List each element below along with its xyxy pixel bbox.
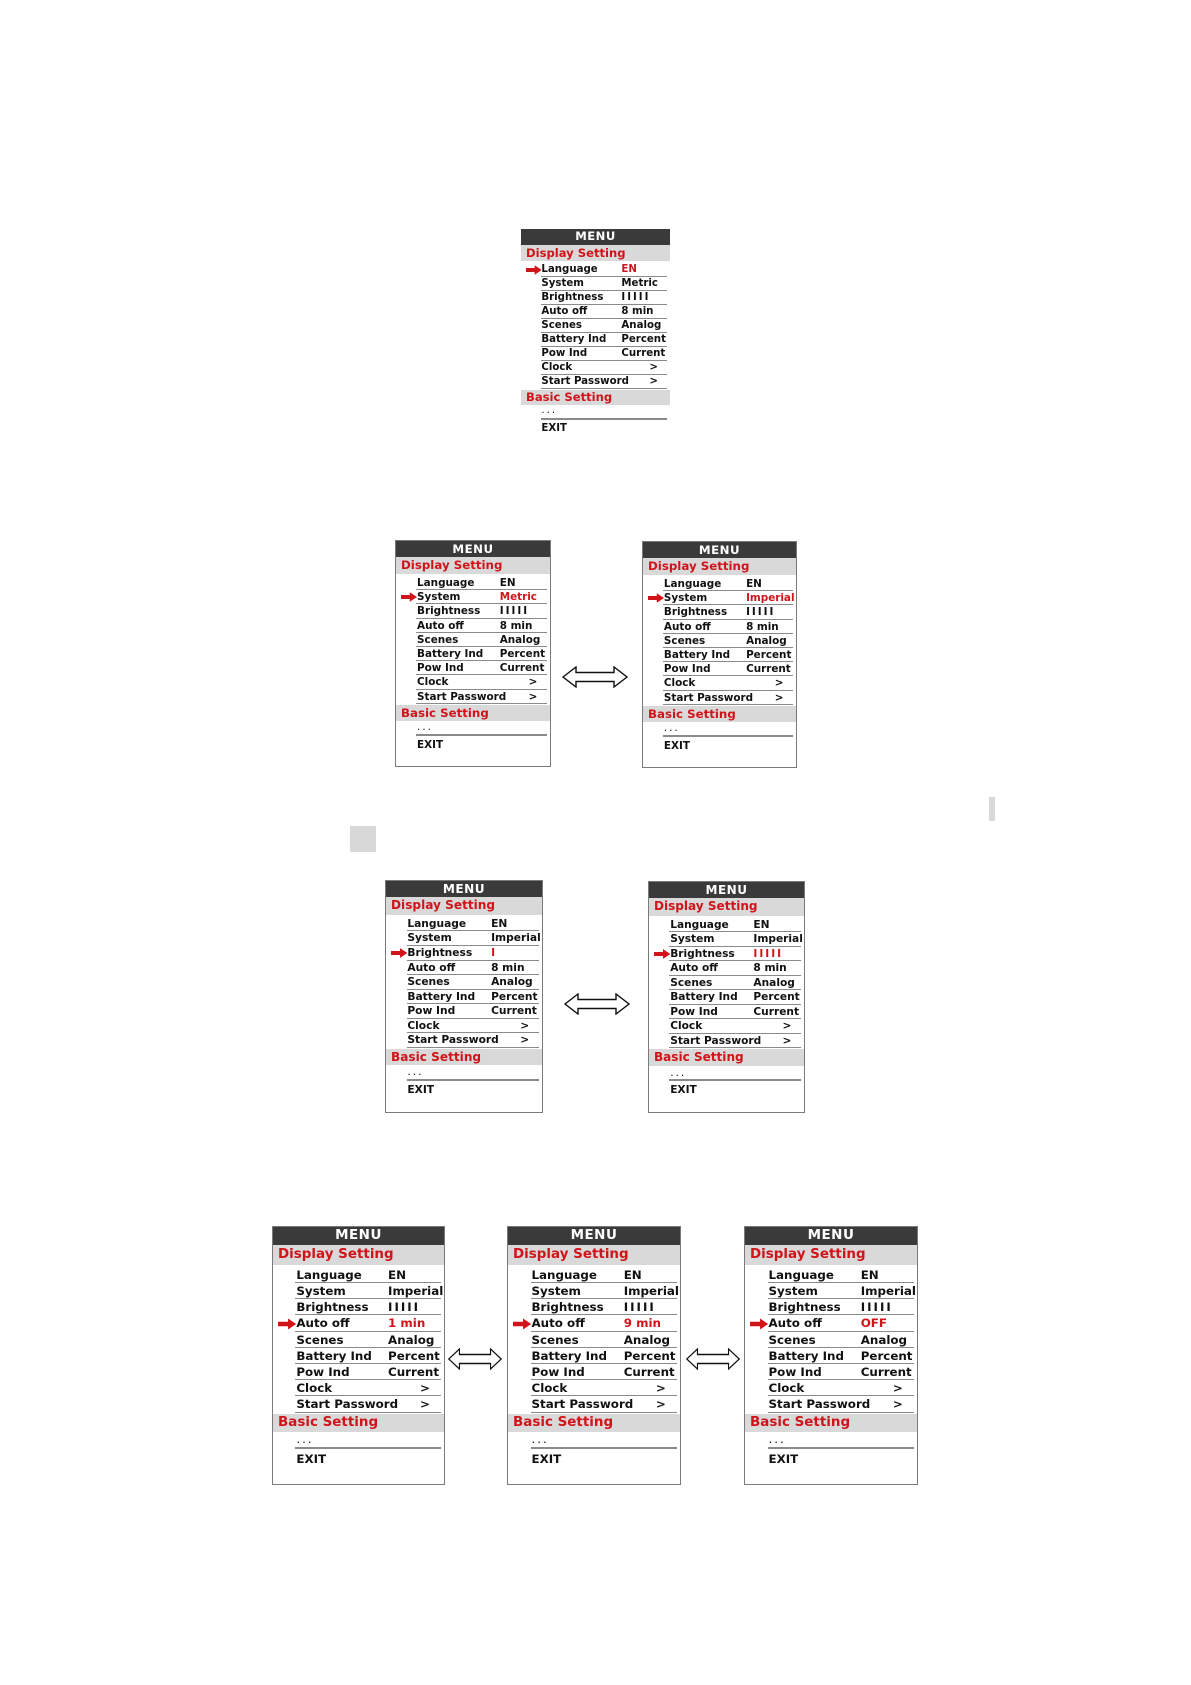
display-setting-header: Display Setting [508, 1245, 680, 1264]
menu-title: MENU [508, 1227, 680, 1245]
menu-item-system[interactable] [386, 931, 542, 946]
chevron-right-icon: > [649, 375, 658, 387]
menu-item-label: Clock [296, 1381, 333, 1396]
menu-item-label: System [541, 278, 584, 290]
menu-item-value: 8 min [621, 306, 654, 318]
menu-item-clock[interactable] [396, 675, 550, 689]
exit-item[interactable] [649, 1081, 804, 1099]
exit-item[interactable] [521, 420, 670, 438]
red-arrow-icon [401, 592, 417, 602]
menu-item-brightness[interactable] [649, 947, 804, 962]
menu-item-label: Auto off [407, 960, 456, 974]
display-setting-header: Display Setting [649, 898, 804, 915]
chevron-right-icon: > [892, 1381, 903, 1396]
more-label: ... [541, 405, 558, 417]
display-setting-header: Display Setting [643, 558, 796, 575]
menu-item-start-password[interactable] [396, 690, 550, 704]
menu-item-value: 8 min [746, 620, 779, 633]
menu-item-scenes[interactable] [643, 634, 796, 648]
display-setting-header: Display Setting [745, 1245, 917, 1264]
menu-item-label: Clock [663, 677, 696, 690]
exit-label: EXIT [407, 1082, 435, 1096]
menu-item-value: EN [623, 1267, 642, 1282]
red-arrow-icon [648, 593, 664, 603]
menu-item-label: Language [296, 1267, 362, 1282]
menu-item-brightness[interactable] [643, 605, 796, 619]
menu-item-value: Current [621, 347, 666, 359]
menu-item-value: 8 min [499, 619, 533, 632]
menu-item-label: Start Password [663, 691, 754, 704]
exit-item[interactable] [643, 737, 796, 755]
more-items[interactable] [643, 722, 796, 737]
menu-item-label: System [417, 591, 461, 604]
menu-item-label: Battery Ind [663, 648, 731, 661]
menu-item-value: Analog [753, 975, 795, 989]
menu-item-label: Clock [417, 676, 449, 689]
menu-item-label: Start Password [407, 1033, 499, 1047]
exit-label: EXIT [296, 1452, 327, 1467]
menu-item-label: Battery Ind [531, 1348, 607, 1363]
menu-item-start-password[interactable] [273, 1396, 444, 1412]
more-items[interactable] [386, 1065, 542, 1080]
menu-item-value: Analog [746, 634, 787, 647]
menu-item-language[interactable] [273, 1267, 444, 1283]
menu-item-label: Auto off [531, 1316, 585, 1331]
menu-item-scenes[interactable] [396, 633, 550, 647]
menu-item-label: Scenes [768, 1332, 816, 1347]
menu-item-value: IIIII [860, 1300, 893, 1315]
menu-item-value: Current [860, 1365, 912, 1380]
menu-item-label: Language [407, 916, 467, 930]
menu-item-label: Clock [407, 1018, 440, 1032]
menu-item-battery-ind[interactable] [745, 1348, 917, 1364]
basic-setting-header: Basic Setting [273, 1414, 444, 1432]
menu-item-language[interactable] [643, 577, 796, 591]
menu-item-label: Battery Ind [670, 990, 738, 1004]
menu-item-value: EN [621, 264, 637, 276]
menu-item-battery-ind[interactable] [643, 648, 796, 662]
menu-item-value: IIIII [746, 606, 776, 619]
menu-item-label: Brightness [417, 605, 481, 618]
chevron-right-icon: > [420, 1397, 430, 1412]
menu-item-brightness[interactable] [396, 604, 550, 618]
menu-item-label: Auto off [417, 619, 464, 632]
menu-item-value: Imperial [623, 1284, 679, 1299]
menu-item-start-password[interactable] [745, 1396, 917, 1412]
menu-item-language[interactable] [508, 1267, 680, 1283]
chevron-right-icon: > [420, 1381, 430, 1396]
menu-item-clock[interactable] [386, 1019, 542, 1034]
menu-item-pow-ind[interactable] [649, 1005, 804, 1020]
menu-item-start-password[interactable] [643, 691, 796, 705]
exit-item[interactable] [508, 1449, 680, 1470]
chevron-right-icon: > [520, 1033, 530, 1047]
menu-item-value: Current [623, 1365, 675, 1380]
menu-item-scenes[interactable] [508, 1332, 680, 1348]
double-arrow-icon [562, 666, 628, 688]
menu-item-value: Imperial [388, 1284, 444, 1299]
menu-item-battery-ind[interactable] [273, 1348, 444, 1364]
menu-item-auto-off[interactable] [643, 620, 796, 634]
menu-item-pow-ind[interactable] [643, 662, 796, 676]
screen-brightness-min [385, 880, 543, 1113]
menu-item-label: Scenes [296, 1332, 344, 1347]
screen-system-imperial [642, 541, 797, 768]
menu-item-pow-ind[interactable] [396, 661, 550, 675]
menu-title: MENU [521, 229, 670, 245]
red-arrow-icon [391, 948, 407, 958]
menu-item-clock[interactable] [508, 1380, 680, 1396]
menu-item-label: Start Password [670, 1033, 762, 1047]
menu-item-value: Analog [499, 633, 541, 646]
display-setting-header: Display Setting [386, 897, 542, 914]
more-label: ... [531, 1432, 549, 1446]
menu-item-language[interactable] [396, 576, 550, 590]
menu-item-label: System [296, 1284, 346, 1299]
menu-item-label: Battery Ind [768, 1348, 844, 1363]
red-arrow-icon [526, 265, 542, 275]
menu-item-label: Language [531, 1267, 597, 1282]
menu-item-system[interactable] [273, 1283, 444, 1299]
menu-item-label: Start Password [541, 375, 629, 387]
menu-item-label: Brightness [407, 946, 473, 960]
more-label: ... [417, 720, 433, 733]
more-items[interactable] [649, 1066, 804, 1081]
menu-item-value: Imperial [746, 592, 795, 605]
menu-item-value: Percent [753, 990, 800, 1004]
menu-item-auto-off[interactable] [649, 961, 804, 976]
menu-item-value: IIIII [623, 1300, 656, 1315]
menu-item-value: 8 min [753, 961, 787, 975]
menu-item-language[interactable] [649, 918, 804, 933]
menu-item-scenes[interactable] [745, 1332, 917, 1348]
menu-item-label: Battery Ind [541, 334, 607, 346]
menu-item-label: Auto off [670, 961, 718, 975]
more-label: ... [407, 1065, 424, 1079]
menu-item-label: Brightness [768, 1300, 841, 1315]
menu-item-auto-off[interactable] [521, 305, 670, 319]
menu-item-label: Scenes [417, 633, 459, 646]
menu-item-value: Percent [860, 1348, 913, 1363]
menu-item-pow-ind[interactable] [745, 1364, 917, 1380]
menu-item-label: Clock [768, 1381, 805, 1396]
basic-setting-header: Basic Setting [386, 1049, 542, 1065]
more-items[interactable] [273, 1432, 444, 1449]
exit-label: EXIT [670, 1082, 697, 1096]
menu-item-label: Clock [670, 1019, 703, 1033]
menu-item-scenes[interactable] [386, 975, 542, 990]
basic-setting-header: Basic Setting [649, 1049, 804, 1065]
menu-item-auto-off[interactable] [508, 1315, 680, 1331]
menu-item-label: Language [670, 917, 729, 931]
menu-item-value: Metric [621, 278, 658, 290]
menu-item-clock[interactable] [521, 361, 670, 375]
menu-item-value: Current [499, 662, 545, 675]
menu-item-label: Scenes [541, 320, 582, 332]
red-arrow-icon [654, 949, 670, 959]
double-arrow-icon [448, 1348, 502, 1370]
exit-label: EXIT [417, 738, 444, 751]
menu-item-battery-ind[interactable] [396, 647, 550, 661]
menu-item-label: System [663, 592, 708, 605]
basic-setting-header: Basic Setting [508, 1414, 680, 1432]
exit-label: EXIT [768, 1452, 799, 1467]
menu-item-label: Brightness [531, 1300, 604, 1315]
scan-mark [989, 797, 995, 821]
menu-item-label: Auto off [296, 1316, 350, 1331]
menu-item-start-password[interactable] [386, 1033, 542, 1048]
menu-item-value: IIIII [753, 946, 784, 960]
menu-item-start-password[interactable] [508, 1396, 680, 1412]
display-setting-header: Display Setting [273, 1245, 444, 1264]
more-label: ... [768, 1432, 786, 1446]
menu-item-label: System [531, 1284, 581, 1299]
chevron-right-icon: > [774, 691, 784, 704]
menu-item-label: Brightness [670, 946, 735, 960]
menu-item-battery-ind[interactable] [386, 990, 542, 1005]
menu-item-value: Percent [491, 989, 538, 1003]
menu-item-value: Analog [621, 320, 662, 332]
chevron-right-icon: > [649, 361, 658, 373]
menu-item-system[interactable] [745, 1283, 917, 1299]
menu-item-value: Imperial [491, 931, 541, 945]
screen-auto-off-1 [272, 1226, 445, 1485]
basic-setting-header: Basic Setting [396, 705, 550, 721]
chevron-right-icon: > [520, 1018, 530, 1032]
more-label: ... [296, 1432, 314, 1446]
menu-item-label: Scenes [663, 634, 706, 647]
menu-item-start-password[interactable] [521, 375, 670, 389]
menu-item-value: 8 min [491, 960, 525, 974]
menu-item-brightness[interactable] [745, 1299, 917, 1315]
menu-item-value: Analog [623, 1332, 671, 1347]
menu-item-label: Auto off [663, 620, 711, 633]
chevron-right-icon: > [774, 677, 784, 690]
menu-item-value: Current [753, 1004, 800, 1018]
menu-item-label: Start Password [296, 1397, 399, 1412]
menu-item-pow-ind[interactable] [508, 1364, 680, 1380]
chevron-right-icon: > [655, 1381, 666, 1396]
menu-item-system[interactable] [396, 590, 550, 604]
menu-item-value: Percent [623, 1348, 676, 1363]
more-items[interactable] [396, 721, 550, 736]
menu-item-label: Language [768, 1267, 834, 1282]
menu-item-clock[interactable] [273, 1380, 444, 1396]
menu-item-value: Percent [746, 648, 792, 661]
exit-item[interactable] [396, 736, 550, 754]
menu-item-label: Brightness [541, 292, 604, 304]
menu-item-label: Pow Ind [417, 662, 464, 675]
menu-item-label: Pow Ind [541, 347, 588, 359]
menu-item-value: Percent [499, 647, 546, 660]
menu-item-brightness[interactable] [386, 946, 542, 961]
exit-item[interactable] [386, 1081, 542, 1099]
menu-item-label: Start Password [531, 1397, 634, 1412]
exit-label: EXIT [531, 1452, 562, 1467]
exit-label: EXIT [541, 423, 567, 435]
more-items[interactable] [521, 405, 670, 420]
menu-item-label: Pow Ind [296, 1365, 350, 1380]
red-arrow-icon [513, 1318, 531, 1329]
menu-item-label: Battery Ind [296, 1348, 372, 1363]
menu-item-label: Scenes [531, 1332, 579, 1347]
menu-item-value: Analog [388, 1332, 435, 1347]
menu-item-language[interactable] [386, 917, 542, 932]
menu-item-value: IIIII [388, 1300, 421, 1315]
exit-item[interactable] [745, 1449, 917, 1470]
menu-item-pow-ind[interactable] [386, 1004, 542, 1019]
menu-item-language[interactable] [521, 263, 670, 277]
menu-item-pow-ind[interactable] [521, 347, 670, 361]
menu-item-auto-off[interactable] [745, 1315, 917, 1331]
menu-item-label: Pow Ind [663, 663, 711, 676]
menu-item-brightness[interactable] [273, 1299, 444, 1315]
menu-item-label: Clock [531, 1381, 568, 1396]
screen-auto-off-off [744, 1226, 918, 1485]
menu-title: MENU [396, 541, 550, 557]
screen-brightness-max [648, 881, 805, 1113]
double-arrow-icon [564, 993, 630, 1015]
menu-item-value: Percent [388, 1348, 440, 1363]
double-arrow-icon [686, 1348, 740, 1370]
more-items[interactable] [745, 1432, 917, 1449]
scan-mark [350, 826, 376, 852]
menu-item-value: IIIII [499, 605, 530, 618]
menu-item-battery-ind[interactable] [508, 1348, 680, 1364]
menu-item-scenes[interactable] [273, 1332, 444, 1348]
menu-item-label: Start Password [417, 690, 507, 703]
menu-item-value: Current [491, 1004, 537, 1018]
menu-item-label: Clock [541, 361, 573, 373]
chevron-right-icon: > [528, 676, 538, 689]
menu-item-battery-ind[interactable] [649, 990, 804, 1005]
basic-setting-header: Basic Setting [745, 1414, 917, 1432]
menu-item-clock[interactable] [643, 676, 796, 690]
menu-item-clock[interactable] [649, 1019, 804, 1034]
menu-item-label: Auto off [541, 306, 588, 318]
menu-item-label: Language [663, 578, 722, 590]
menu-item-label: Pow Ind [768, 1365, 822, 1380]
menu-item-value: Analog [860, 1332, 908, 1347]
menu-item-label: Brightness [296, 1300, 369, 1315]
menu-item-brightness[interactable] [521, 291, 670, 305]
menu-item-value: Current [388, 1365, 440, 1380]
menu-item-value: Imperial [860, 1284, 916, 1299]
menu-item-label: System [768, 1284, 818, 1299]
menu-item-pow-ind[interactable] [273, 1364, 444, 1380]
menu-title: MENU [649, 882, 804, 898]
menu-item-value: EN [388, 1267, 407, 1282]
menu-title: MENU [273, 1227, 444, 1245]
menu-item-label: Battery Ind [417, 647, 484, 660]
menu-item-label: Scenes [407, 975, 450, 989]
basic-setting-header: Basic Setting [521, 390, 670, 406]
menu-item-value: EN [491, 916, 508, 930]
exit-item[interactable] [273, 1449, 444, 1470]
menu-item-value: OFF [860, 1316, 887, 1331]
menu-item-value: Imperial [753, 932, 803, 946]
menu-item-value: 9 min [623, 1316, 661, 1331]
menu-item-value: EN [753, 917, 770, 931]
menu-item-value: EN [746, 578, 762, 590]
menu-item-label: Start Password [768, 1397, 871, 1412]
menu-title: MENU [643, 542, 796, 558]
menu-item-label: Auto off [768, 1316, 822, 1331]
menu-item-label: Scenes [670, 975, 713, 989]
menu-item-scenes[interactable] [649, 976, 804, 991]
chevron-right-icon: > [892, 1397, 903, 1412]
menu-item-auto-off[interactable] [386, 961, 542, 976]
menu-item-label: Pow Ind [407, 1004, 456, 1018]
display-setting-header: Display Setting [396, 557, 550, 574]
menu-item-label: Pow Ind [670, 1004, 718, 1018]
chevron-right-icon: > [782, 1019, 792, 1033]
menu-item-language[interactable] [745, 1267, 917, 1283]
menu-item-system[interactable] [649, 932, 804, 947]
menu-item-value: IIIII [621, 292, 651, 304]
menu-item-auto-off[interactable] [396, 619, 550, 633]
menu-item-battery-ind[interactable] [521, 333, 670, 347]
menu-item-label: System [407, 931, 452, 945]
menu-item-clock[interactable] [745, 1380, 917, 1396]
menu-item-system[interactable] [508, 1283, 680, 1299]
menu-item-value: Analog [491, 975, 533, 989]
menu-item-label: Pow Ind [531, 1365, 585, 1380]
menu-item-start-password[interactable] [649, 1034, 804, 1049]
display-setting-header: Display Setting [521, 245, 670, 262]
screen-overview [520, 228, 671, 451]
chevron-right-icon: > [782, 1033, 792, 1047]
more-label: ... [670, 1065, 687, 1079]
menu-item-system[interactable] [521, 277, 670, 291]
more-items[interactable] [508, 1432, 680, 1449]
menu-item-value: Current [746, 663, 791, 676]
more-label: ... [663, 721, 680, 734]
menu-title: MENU [386, 881, 542, 897]
chevron-right-icon: > [528, 690, 538, 703]
menu-item-value: I [491, 946, 498, 960]
menu-item-auto-off[interactable] [273, 1315, 444, 1331]
menu-item-label: Language [541, 264, 598, 276]
menu-item-value: Metric [499, 591, 537, 604]
menu-item-value: 1 min [388, 1316, 426, 1331]
menu-item-value: EN [860, 1267, 879, 1282]
menu-item-label: Battery Ind [407, 989, 476, 1003]
menu-item-system[interactable] [643, 591, 796, 605]
red-arrow-icon [750, 1318, 768, 1329]
menu-item-value: Percent [621, 334, 666, 346]
red-arrow-icon [278, 1318, 296, 1329]
menu-item-scenes[interactable] [521, 319, 670, 333]
menu-item-brightness[interactable] [508, 1299, 680, 1315]
menu-item-label: System [670, 932, 715, 946]
menu-title: MENU [745, 1227, 917, 1245]
menu-item-label: Brightness [663, 606, 728, 619]
chevron-right-icon: > [655, 1397, 666, 1412]
screen-auto-off-9 [507, 1226, 681, 1485]
exit-label: EXIT [663, 739, 690, 752]
basic-setting-header: Basic Setting [643, 706, 796, 722]
screen-system-metric [395, 540, 551, 767]
menu-item-value: EN [499, 577, 516, 589]
menu-item-label: Language [417, 577, 475, 589]
